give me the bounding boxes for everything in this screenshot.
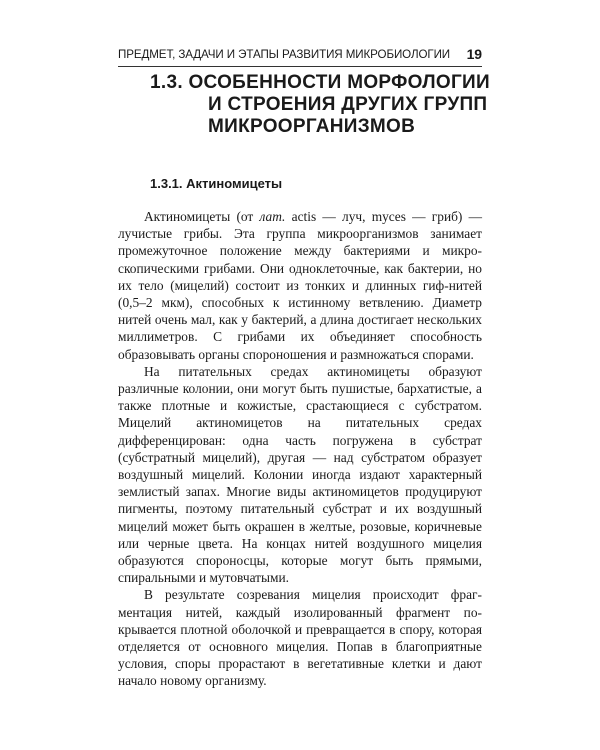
section-heading [150, 72, 490, 138]
page-number: 19 [466, 46, 482, 62]
running-header [118, 46, 482, 64]
paragraph-2: На питательных средах актиномицеты образуют различные колонии, они могут быть пушистые, бархатистые, а также плотные и кожистые, срастающиеся с субстратом. Мицелий актиномицетов на питательных средах дифференцирован: одна часть погружена в субстрат (субстратный мицелий), другая — над субстратом образует воздушный мицелий. Колонии иногда издают характерный землистый запах. Многие виды актиномицетов продуцируют пигменты, поэтому питательный субстрат и их воздушный мицелий может быть окрашен в желтые, розовые, коричневые или черные цвета. На концах нитей воздушного мицелия образуются спороносцы, которые могут быть прямыми, спиральными и мутовчатыми. [118, 363, 482, 586]
paragraph-1 [118, 208, 482, 363]
paragraph-3: В результате созревания мицелия происходит фрагментация нитей, каждый изолированный фрагмент покрывается плотной оболочкой и превращается в спору, которая отделяется от основного мицелия. Попав в благоприятные условия, споры прорастают в вегетативные клетки и дают начало новому организму. [118, 587, 482, 689]
latin-abbreviation: лат. [259, 209, 286, 224]
section-heading-line-1: 1.3. ОСОБЕННОСТИ МОРФОЛОГИИ [150, 72, 490, 93]
header-rule [118, 66, 482, 67]
body-text [118, 208, 482, 690]
section-heading-line-2: И СТРОЕНИЯ ДРУГИХ ГРУПП [208, 94, 488, 115]
paragraph-1-rest: actis — луч, myces — гриб) — лучистые грибы. Эта группа микроорганизмов занимает промежуточное положение между бактериями и микроскопическими грибами. Они одноклеточные, как бактерии, но их тело (мицелий) состоит из тонких и длинных гиф-нитей (0,5–2 мкм), способных к истинному ветвлению. Диаметр нитей очень мал, как у бактерий, а длина достигает нескольких миллиметров. С грибами их объединяет способность образовывать органы спороношения и размножаться спорами. [118, 209, 482, 362]
running-title: ПРЕДМЕТ, ЗАДАЧИ И ЭТАПЫ РАЗВИТИЯ МИКРОБИОЛОГИИ [118, 48, 451, 61]
subsection-heading: 1.3.1. Актиномицеты [150, 176, 283, 191]
paragraph-1-start: Актиномицеты (от [144, 209, 260, 224]
section-heading-line-3: МИКРООРГАНИЗМОВ [208, 116, 416, 137]
